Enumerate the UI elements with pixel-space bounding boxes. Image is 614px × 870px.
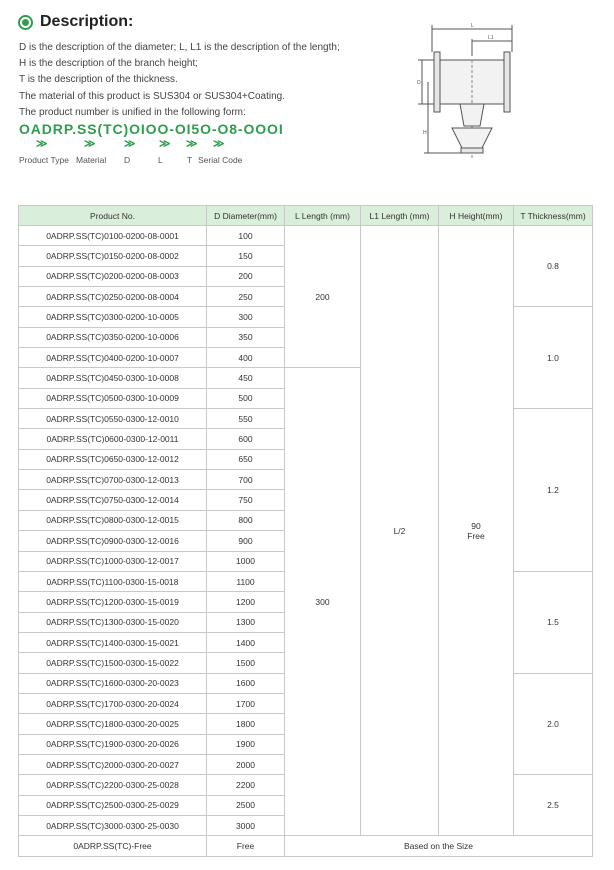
cell-d-diameter: 1100 — [207, 571, 285, 591]
code-label-t: T — [187, 155, 193, 165]
cell-size-note: Based on the Size — [285, 836, 593, 856]
cell-d-diameter: 550 — [207, 409, 285, 429]
bullet-icon — [18, 15, 33, 30]
product-table — [18, 205, 593, 857]
cell-product-no: 0ADRP.SS(TC)0450-0300-10-0008 — [19, 368, 207, 388]
header-t-thickness: T Thickness(mm) — [514, 206, 593, 226]
description-text — [19, 40, 340, 121]
cell-d-diameter: 3000 — [207, 815, 285, 835]
cell-product-no: 0ADRP.SS(TC)0800-0300-12-0015 — [19, 510, 207, 530]
code-label-material: Material — [76, 155, 107, 165]
cell-h-height: 90 Free — [439, 226, 514, 836]
cell-d-diameter: Free — [207, 836, 285, 856]
cell-d-diameter: 350 — [207, 327, 285, 347]
cell-d-diameter: 2500 — [207, 795, 285, 815]
description-line: H is the description of the branch height; — [19, 58, 198, 70]
cell-product-no: 0ADRP.SS(TC)2000-0300-20-0027 — [19, 754, 207, 774]
cell-product-no: 0ADRP.SS(TC)1900-0300-20-0026 — [19, 734, 207, 754]
cell-product-no: 0ADRP.SS(TC)0600-0300-12-0011 — [19, 429, 207, 449]
cell-product-no: 0ADRP.SS(TC)2500-0300-25-0029 — [19, 795, 207, 815]
cell-d-diameter: 800 — [207, 510, 285, 530]
cell-d-diameter: 1600 — [207, 673, 285, 693]
reducing-tee-diagram — [414, 22, 542, 162]
chevron-down-icon: ≫ — [36, 138, 48, 150]
table-row-free — [19, 836, 593, 856]
cell-product-no: 0ADRP.SS(TC)0100-0200-08-0001 — [19, 226, 207, 246]
cell-product-no: 0ADRP.SS(TC)1500-0300-15-0022 — [19, 653, 207, 673]
cell-d-diameter: 400 — [207, 348, 285, 368]
cell-l-length: 300 — [285, 368, 361, 836]
cell-product-no: 0ADRP.SS(TC)0500-0300-10-0009 — [19, 388, 207, 408]
cell-d-diameter: 250 — [207, 287, 285, 307]
cell-product-no: 0ADRP.SS(TC)0550-0300-12-0010 — [19, 409, 207, 429]
cell-d-diameter: 750 — [207, 490, 285, 510]
chevron-down-icon: ≫ — [213, 138, 225, 150]
code-label-serial-code: Serial Code — [198, 155, 243, 165]
cell-d-diameter: 1300 — [207, 612, 285, 632]
chevron-down-icon: ≫ — [84, 138, 96, 150]
cell-product-no: 0ADRP.SS(TC)1100-0300-15-0018 — [19, 571, 207, 591]
cell-d-diameter: 2200 — [207, 775, 285, 795]
description-line: The product number is unified in the following form: — [19, 106, 246, 118]
cell-product-no: 0ADRP.SS(TC)0750-0300-12-0014 — [19, 490, 207, 510]
product-code-format: OADRP.SS(TC)OIOO-OI5O-O8-OOOI — [19, 121, 284, 137]
code-label-d: D — [124, 155, 131, 165]
cell-d-diameter: 600 — [207, 429, 285, 449]
table-header-row — [19, 206, 593, 226]
diagram-label-h: H — [423, 130, 427, 136]
chevron-down-icon: ≫ — [186, 138, 198, 150]
cell-d-diameter: 1700 — [207, 693, 285, 713]
cell-product-no: 0ADRP.SS(TC)1000-0300-12-0017 — [19, 551, 207, 571]
cell-product-no: 0ADRP.SS(TC)2200-0300-25-0028 — [19, 775, 207, 795]
header-product-no: Product No. — [19, 206, 207, 226]
cell-t-thickness: 2.0 — [514, 673, 593, 775]
cell-product-no: 0ADRP.SS(TC)0650-0300-12-0012 — [19, 449, 207, 469]
cell-d-diameter: 300 — [207, 307, 285, 327]
cell-product-no: 0ADRP.SS(TC)-Free — [19, 836, 207, 856]
diagram-label-l1: L1 — [488, 35, 494, 41]
cell-product-no: 0ADRP.SS(TC)1800-0300-20-0025 — [19, 714, 207, 734]
cell-t-thickness: 0.8 — [514, 226, 593, 307]
header-l1-length: L1 Length (mm) — [361, 206, 439, 226]
table-body — [19, 226, 593, 857]
section-heading — [18, 10, 133, 34]
cell-product-no: 0ADRP.SS(TC)1600-0300-20-0023 — [19, 673, 207, 693]
cell-l1-length: L/2 — [361, 226, 439, 836]
cell-d-diameter: 1400 — [207, 632, 285, 652]
section-title: Description: — [40, 13, 134, 30]
cell-d-diameter: 200 — [207, 266, 285, 286]
header-l-length: L Length (mm) — [285, 206, 361, 226]
table-row — [19, 226, 593, 246]
cell-product-no: 0ADRP.SS(TC)3000-0300-25-0030 — [19, 815, 207, 835]
cell-d-diameter: 500 — [207, 388, 285, 408]
cell-t-thickness: 2.5 — [514, 775, 593, 836]
cell-d-diameter: 900 — [207, 531, 285, 551]
cell-t-thickness: 1.5 — [514, 571, 593, 673]
cell-d-diameter: 1200 — [207, 592, 285, 612]
cell-product-no: 0ADRP.SS(TC)0150-0200-08-0002 — [19, 246, 207, 266]
cell-product-no: 0ADRP.SS(TC)1200-0300-15-0019 — [19, 592, 207, 612]
diagram-label-d: D — [417, 80, 421, 86]
description-line: D is the description of the diameter; L, L1 is the description of the length; — [19, 42, 340, 53]
cell-t-thickness: 1.0 — [514, 307, 593, 409]
code-label-product-type: Product Type — [19, 155, 69, 165]
description-line: T is the description of the thickness. — [19, 74, 178, 86]
cell-product-no: 0ADRP.SS(TC)0900-0300-12-0016 — [19, 531, 207, 551]
cell-t-thickness: 1.2 — [514, 409, 593, 572]
header-h-height: H Height(mm) — [439, 206, 514, 226]
cell-d-diameter: 700 — [207, 470, 285, 490]
cell-d-diameter: 1500 — [207, 653, 285, 673]
cell-product-no: 0ADRP.SS(TC)0400-0200-10-0007 — [19, 348, 207, 368]
cell-product-no: 0ADRP.SS(TC)1400-0300-15-0021 — [19, 632, 207, 652]
cell-d-diameter: 100 — [207, 226, 285, 246]
cell-product-no: 0ADRP.SS(TC)0250-0200-08-0004 — [19, 287, 207, 307]
cell-d-diameter: 150 — [207, 246, 285, 266]
cell-l-length: 200 — [285, 226, 361, 368]
cell-d-diameter: 450 — [207, 368, 285, 388]
diagram-label-l: L — [471, 23, 474, 29]
chevron-down-icon: ≫ — [124, 138, 136, 150]
cell-product-no: 0ADRP.SS(TC)0350-0200-10-0006 — [19, 327, 207, 347]
cell-d-diameter: 2000 — [207, 754, 285, 774]
chevron-down-icon: ≫ — [159, 138, 171, 150]
cell-product-no: 0ADRP.SS(TC)0700-0300-12-0013 — [19, 470, 207, 490]
description-line: The material of this product is SUS304 or SUS304+Coating. — [19, 90, 285, 102]
cell-product-no: 0ADRP.SS(TC)0300-0200-10-0005 — [19, 307, 207, 327]
cell-product-no: 0ADRP.SS(TC)1300-0300-15-0020 — [19, 612, 207, 632]
header-d-diameter: D Diameter(mm) — [207, 206, 285, 226]
cell-d-diameter: 1000 — [207, 551, 285, 571]
cell-d-diameter: 1800 — [207, 714, 285, 734]
code-label-l: L — [158, 155, 163, 165]
cell-d-diameter: 1900 — [207, 734, 285, 754]
cell-d-diameter: 650 — [207, 449, 285, 469]
cell-product-no: 0ADRP.SS(TC)0200-0200-08-0003 — [19, 266, 207, 286]
cell-product-no: 0ADRP.SS(TC)1700-0300-20-0024 — [19, 693, 207, 713]
